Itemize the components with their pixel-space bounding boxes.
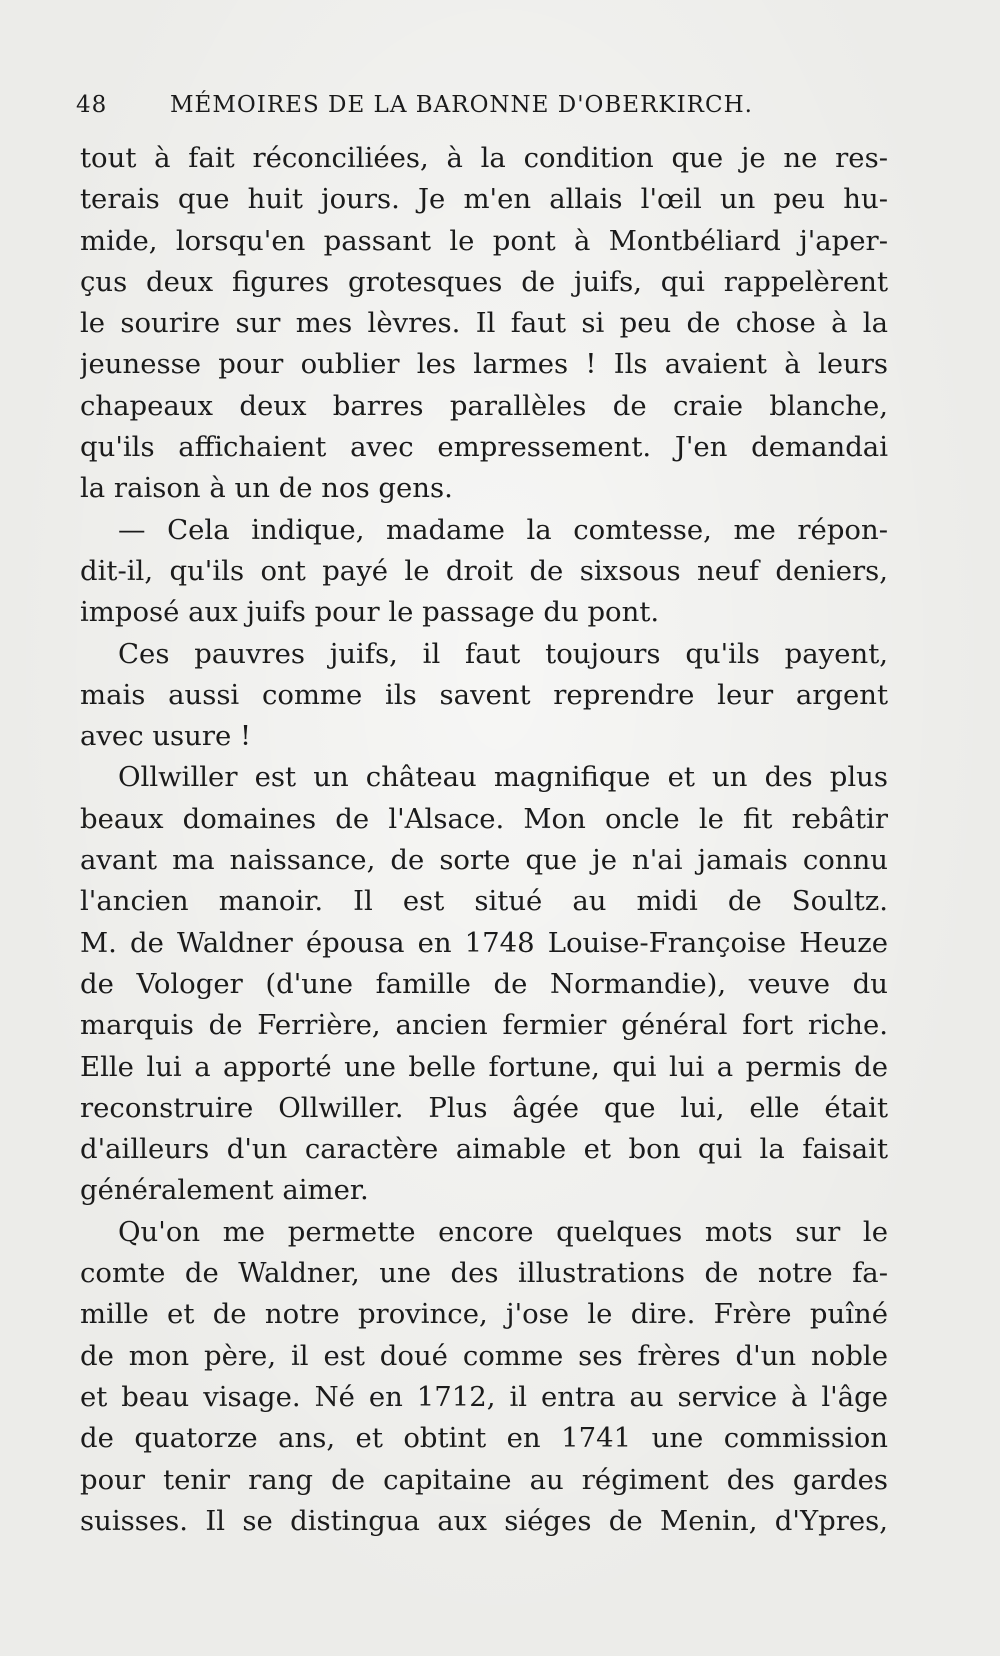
text-line: de Vologer (d'une famille de Normandie), veuve du <box>80 967 888 1000</box>
text-line: mide, lorsqu'en passant le pont à Montbéliard j'aper- <box>80 224 888 257</box>
text-line: pour tenir rang de capitaine au régiment des gardes <box>80 1463 888 1496</box>
text-line: Ollwiller est un château magnifique et un des plus <box>118 761 888 794</box>
text-line: Qu'on me permette encore quelques mots sur le <box>118 1215 888 1248</box>
text-line: dit-il, qu'ils ont payé le droit de sixsous neuf deniers, <box>80 554 888 587</box>
text-line: la raison à un de nos gens. <box>80 472 453 505</box>
text-line: suisses. Il se distingua aux siéges de Menin, d'Ypres, <box>80 1504 888 1537</box>
body-text <box>80 138 888 1542</box>
text-line: reconstruire Ollwiller. Plus âgée que lui, elle était <box>80 1091 888 1124</box>
text-line: imposé aux juifs pour le passage du pont. <box>80 596 660 629</box>
text-line: M. de Waldner épousa en 1748 Louise-Françoise Heuze <box>80 926 888 959</box>
text-line: de quatorze ans, et obtint en 1741 une commission <box>80 1422 888 1455</box>
text-line: le sourire sur mes lèvres. Il faut si peu de chose à la <box>80 307 888 340</box>
text-line: comte de Waldner, une des illustrations de notre fa- <box>80 1257 888 1290</box>
text-line: et beau visage. Né en 1712, il entra au service à l'âge <box>80 1380 888 1413</box>
text-line: jeunesse pour oublier les larmes ! Ils avaient à leurs <box>80 348 888 381</box>
text-line: de mon père, il est doué comme ses frères d'un noble <box>80 1339 888 1372</box>
running-head <box>76 86 896 126</box>
text-line: généralement aimer. <box>80 1174 369 1207</box>
text-line: tout à fait réconciliées, à la condition que je ne res- <box>80 142 888 174</box>
text-line: mais aussi comme ils savent reprendre leur argent <box>80 678 888 711</box>
text-line: qu'ils affichaient avec empressement. J'en demandai <box>80 431 888 464</box>
text-line: terais que huit jours. Je m'en allais l'œil un peu hu- <box>80 183 888 216</box>
text-line: Elle lui a apporté une belle fortune, qui lui a permis de <box>80 1050 888 1083</box>
text-line: marquis de Ferrière, ancien fermier général fort riche. <box>80 1009 888 1042</box>
text-line: — Cela indique, madame la comtesse, me répon- <box>118 513 888 546</box>
text-line: avec usure ! <box>80 720 252 753</box>
text-line: beaux domaines de l'Alsace. Mon oncle le fit rebâtir <box>80 802 888 835</box>
text-line: chapeaux deux barres parallèles de craie blanche, <box>80 389 888 422</box>
text-line: çus deux figures grotesques de juifs, qui rappelèrent <box>80 265 888 298</box>
text-line: d'ailleurs d'un caractère aimable et bon qui la faisait <box>80 1133 888 1166</box>
text-line: Ces pauvres juifs, il faut toujours qu'ils payent, <box>118 637 888 670</box>
text-line: mille et de notre province, j'ose le dire. Frère puîné <box>80 1298 888 1331</box>
running-title: MÉMOIRES DE LA BARONNE D'OBERKIRCH. <box>170 92 753 118</box>
text-line: avant ma naissance, de sorte que je n'ai jamais connu <box>80 844 888 877</box>
page-number: 48 <box>76 92 108 118</box>
text-line: l'ancien manoir. Il est situé au midi de Soultz. <box>80 885 888 918</box>
